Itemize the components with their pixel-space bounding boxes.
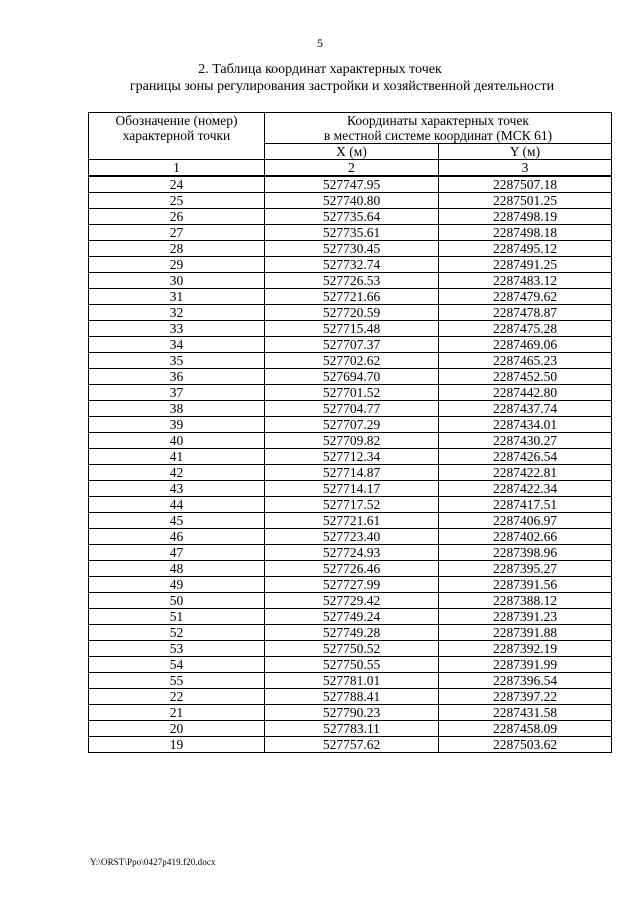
- table-row: [89, 673, 612, 689]
- table-row: [89, 705, 612, 721]
- x-coordinate-cell: 527790.23: [265, 705, 439, 721]
- y-coordinate-cell: 2287483.12: [439, 273, 612, 289]
- table-row: [89, 209, 612, 225]
- y-coordinate-cell: 2287458.09: [439, 721, 612, 737]
- x-coordinate-cell: 527788.41: [265, 689, 439, 705]
- point-number-cell: 29: [89, 257, 265, 273]
- table-row: [89, 417, 612, 433]
- point-number-cell: 39: [89, 417, 265, 433]
- x-coordinate-cell: 527757.62: [265, 737, 439, 753]
- x-coordinate-cell: 527721.61: [265, 513, 439, 529]
- y-coordinate-cell: 2287475.28: [439, 321, 612, 337]
- x-coordinate-cell: 527707.29: [265, 417, 439, 433]
- table-row: [89, 513, 612, 529]
- x-coordinate-cell: 527750.52: [265, 641, 439, 657]
- column-number: 2: [265, 160, 439, 177]
- point-number-cell: 38: [89, 401, 265, 417]
- coordinates-table: [88, 112, 612, 753]
- table-row: [89, 433, 612, 449]
- y-coordinate-cell: 2287391.99: [439, 657, 612, 673]
- point-number-cell: 45: [89, 513, 265, 529]
- y-coordinate-cell: 2287406.97: [439, 513, 612, 529]
- y-coordinate-cell: 2287417.51: [439, 497, 612, 513]
- point-number-cell: 19: [89, 737, 265, 753]
- point-number-cell: 53: [89, 641, 265, 657]
- x-coordinate-cell: 527721.66: [265, 289, 439, 305]
- y-coordinate-cell: 2287391.23: [439, 609, 612, 625]
- header-x: X (м): [265, 144, 439, 160]
- point-number-cell: 40: [89, 433, 265, 449]
- point-number-cell: 30: [89, 273, 265, 289]
- point-number-cell: 51: [89, 609, 265, 625]
- point-number-cell: 35: [89, 353, 265, 369]
- table-title-line1: 2. Таблица координат характерных точек: [198, 62, 442, 77]
- y-coordinate-cell: 2287498.19: [439, 209, 612, 225]
- column-number: 1: [89, 160, 265, 177]
- y-coordinate-cell: 2287430.27: [439, 433, 612, 449]
- table-row: [89, 721, 612, 737]
- x-coordinate-cell: 527749.28: [265, 625, 439, 641]
- table-row: [89, 385, 612, 401]
- header-coords-line2: в местной системе координат (МСК 61): [323, 128, 553, 143]
- y-coordinate-cell: 2287392.19: [439, 641, 612, 657]
- point-number-cell: 48: [89, 561, 265, 577]
- column-number: 3: [439, 160, 612, 177]
- y-coordinate-cell: 2287465.23: [439, 353, 612, 369]
- point-number-cell: 21: [89, 705, 265, 721]
- x-coordinate-cell: 527702.62: [265, 353, 439, 369]
- point-number-cell: 42: [89, 465, 265, 481]
- table-row: [89, 353, 612, 369]
- y-coordinate-cell: 2287397.22: [439, 689, 612, 705]
- y-coordinate-cell: 2287391.56: [439, 577, 612, 593]
- x-coordinate-cell: 527735.64: [265, 209, 439, 225]
- point-number-cell: 28: [89, 241, 265, 257]
- x-coordinate-cell: 527783.11: [265, 721, 439, 737]
- y-coordinate-cell: 2287395.27: [439, 561, 612, 577]
- table-row: [89, 401, 612, 417]
- y-coordinate-cell: 2287388.12: [439, 593, 612, 609]
- header-point-line1: Обозначение (номер): [115, 113, 238, 128]
- table-row: [89, 561, 612, 577]
- table-row: [89, 545, 612, 561]
- x-coordinate-cell: 527712.34: [265, 449, 439, 465]
- point-number-cell: 32: [89, 305, 265, 321]
- x-coordinate-cell: 527714.17: [265, 481, 439, 497]
- x-coordinate-cell: 527704.77: [265, 401, 439, 417]
- table-row: [89, 289, 612, 305]
- point-number-cell: 36: [89, 369, 265, 385]
- table-row: [89, 641, 612, 657]
- y-coordinate-cell: 2287431.58: [439, 705, 612, 721]
- point-number-cell: 33: [89, 321, 265, 337]
- x-coordinate-cell: 527729.42: [265, 593, 439, 609]
- point-number-cell: 27: [89, 225, 265, 241]
- table-row: [89, 273, 612, 289]
- x-coordinate-cell: 527715.48: [265, 321, 439, 337]
- table-row: [89, 337, 612, 353]
- x-coordinate-cell: 527701.52: [265, 385, 439, 401]
- y-coordinate-cell: 2287478.87: [439, 305, 612, 321]
- point-number-cell: 24: [89, 176, 265, 193]
- point-number-cell: 44: [89, 497, 265, 513]
- table-row: [89, 593, 612, 609]
- y-coordinate-cell: 2287426.54: [439, 449, 612, 465]
- y-coordinate-cell: 2287442.80: [439, 385, 612, 401]
- table-title-line2: границы зоны регулирования застройки и хозяйственной деятельности: [129, 79, 555, 94]
- x-coordinate-cell: 527732.74: [265, 257, 439, 273]
- x-coordinate-cell: 527714.87: [265, 465, 439, 481]
- x-coordinate-cell: 527730.45: [265, 241, 439, 257]
- y-coordinate-cell: 2287402.66: [439, 529, 612, 545]
- table-row: [89, 529, 612, 545]
- y-coordinate-cell: 2287501.25: [439, 193, 612, 209]
- header-y: Y (м): [439, 144, 612, 160]
- y-coordinate-cell: 2287479.62: [439, 289, 612, 305]
- table-row: [89, 625, 612, 641]
- table-row: [89, 321, 612, 337]
- x-coordinate-cell: 527694.70: [265, 369, 439, 385]
- point-number-cell: 26: [89, 209, 265, 225]
- x-coordinate-cell: 527726.46: [265, 561, 439, 577]
- y-coordinate-cell: 2287507.18: [439, 176, 612, 193]
- x-coordinate-cell: 527707.37: [265, 337, 439, 353]
- y-coordinate-cell: 2287422.34: [439, 481, 612, 497]
- y-coordinate-cell: 2287396.54: [439, 673, 612, 689]
- table-row: [89, 689, 612, 705]
- x-coordinate-cell: 527735.61: [265, 225, 439, 241]
- column-numbers-row: [89, 160, 612, 177]
- x-coordinate-cell: 527724.93: [265, 545, 439, 561]
- table-row: [89, 657, 612, 673]
- y-coordinate-cell: 2287391.88: [439, 625, 612, 641]
- table-row: [89, 176, 612, 193]
- table-title: [0, 61, 640, 95]
- file-path-footer: Y:\ORST\Ppo\0427p419.f20.docx: [90, 857, 216, 867]
- table-body: [89, 176, 612, 753]
- point-number-cell: 34: [89, 337, 265, 353]
- header-coordinates: [265, 113, 612, 144]
- point-number-cell: 50: [89, 593, 265, 609]
- x-coordinate-cell: 527740.80: [265, 193, 439, 209]
- x-coordinate-cell: 527717.52: [265, 497, 439, 513]
- table-row: [89, 465, 612, 481]
- point-number-cell: 43: [89, 481, 265, 497]
- x-coordinate-cell: 527709.82: [265, 433, 439, 449]
- y-coordinate-cell: 2287437.74: [439, 401, 612, 417]
- point-number-cell: 25: [89, 193, 265, 209]
- x-coordinate-cell: 527720.59: [265, 305, 439, 321]
- point-number-cell: 41: [89, 449, 265, 465]
- point-number-cell: 52: [89, 625, 265, 641]
- point-number-cell: 20: [89, 721, 265, 737]
- x-coordinate-cell: 527749.24: [265, 609, 439, 625]
- table-row: [89, 305, 612, 321]
- y-coordinate-cell: 2287434.01: [439, 417, 612, 433]
- table-row: [89, 737, 612, 753]
- table-row: [89, 577, 612, 593]
- header-point-line2: характерной точки: [122, 128, 231, 143]
- y-coordinate-cell: 2287495.12: [439, 241, 612, 257]
- y-coordinate-cell: 2287398.96: [439, 545, 612, 561]
- table-row: [89, 449, 612, 465]
- y-coordinate-cell: 2287498.18: [439, 225, 612, 241]
- point-number-cell: 47: [89, 545, 265, 561]
- y-coordinate-cell: 2287491.25: [439, 257, 612, 273]
- table-row: [89, 369, 612, 385]
- table-row: [89, 497, 612, 513]
- header-coords-line1: Координаты характерных точек: [347, 113, 529, 128]
- header-point-designation: [89, 113, 265, 160]
- point-number-cell: 22: [89, 689, 265, 705]
- table-row: [89, 257, 612, 273]
- y-coordinate-cell: 2287422.81: [439, 465, 612, 481]
- point-number-cell: 31: [89, 289, 265, 305]
- point-number-cell: 37: [89, 385, 265, 401]
- y-coordinate-cell: 2287469.06: [439, 337, 612, 353]
- point-number-cell: 54: [89, 657, 265, 673]
- page-number: 5: [317, 36, 323, 50]
- table-row: [89, 225, 612, 241]
- table-row: [89, 481, 612, 497]
- y-coordinate-cell: 2287452.50: [439, 369, 612, 385]
- table-row: [89, 193, 612, 209]
- x-coordinate-cell: 527747.95: [265, 176, 439, 193]
- table-row: [89, 609, 612, 625]
- table-row: [89, 241, 612, 257]
- point-number-cell: 49: [89, 577, 265, 593]
- x-coordinate-cell: 527723.40: [265, 529, 439, 545]
- y-coordinate-cell: 2287503.62: [439, 737, 612, 753]
- x-coordinate-cell: 527781.01: [265, 673, 439, 689]
- x-coordinate-cell: 527726.53: [265, 273, 439, 289]
- x-coordinate-cell: 527727.99: [265, 577, 439, 593]
- point-number-cell: 55: [89, 673, 265, 689]
- x-coordinate-cell: 527750.55: [265, 657, 439, 673]
- point-number-cell: 46: [89, 529, 265, 545]
